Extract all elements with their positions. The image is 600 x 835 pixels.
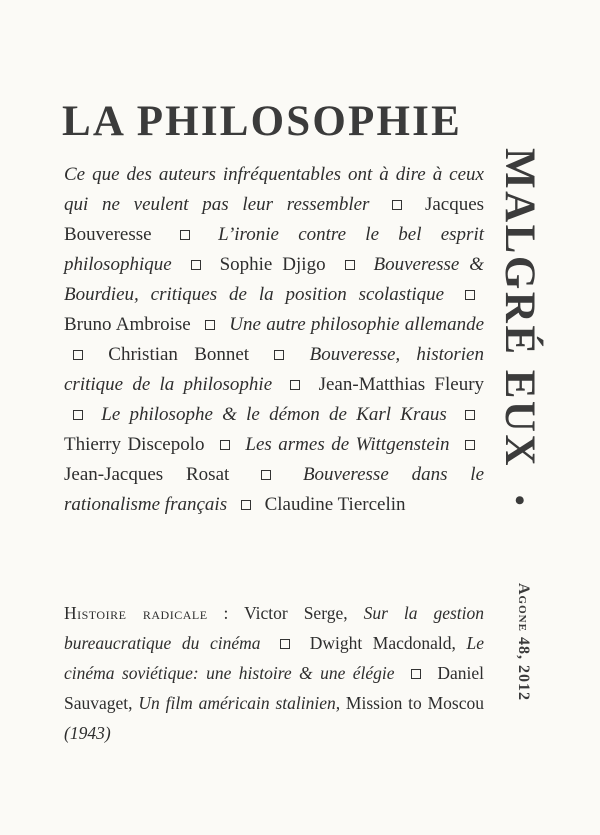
toc-author: Jacques Bouveresse <box>64 194 485 245</box>
square-separator-icon <box>465 410 475 420</box>
section-histoire-radicale: Histoire radicale : Victor Serge, Sur la gestion bureaucratique du cinéma Dwight Macdonald, Le cinéma soviétique: une histoire & une élégie Daniel Sauvaget, Un film américain stalinien, Mission to Moscou (1943) <box>64 603 485 743</box>
toc-article-title: Ce que des auteurs infréquentables ont à dire à ceux qui ne veulent pas leur ressembler <box>64 164 484 215</box>
section-colon: : <box>207 603 245 623</box>
toc-article-title: Une autre philosophie allemande <box>229 314 485 335</box>
square-separator-icon <box>220 440 230 450</box>
square-separator-icon <box>241 500 251 510</box>
section-article-title: Un film américain stalinien, <box>138 693 341 713</box>
cover-title: LA PHILOSOPHIE <box>62 98 462 145</box>
toc-author: Jean-Jacques Rosat <box>64 464 230 485</box>
toc-article-title: Bouveresse, historien critique de la philosophie <box>64 344 484 395</box>
section-author: Victor Serge <box>244 603 344 623</box>
square-separator-icon <box>205 320 215 330</box>
square-separator-icon <box>465 290 475 300</box>
toc-article-title: L’ironie contre le bel esprit philosophique <box>64 224 484 275</box>
section-author: Daniel Sauvaget <box>64 663 485 713</box>
section-article-title: Le cinéma soviétique: une histoire & une élégie <box>64 633 485 683</box>
toc-author: Claudine Tiercelin <box>264 494 406 515</box>
toc-author: Jean-Matthias Fleury <box>318 374 485 395</box>
toc-author: Sophie Djigo <box>219 254 326 275</box>
toc-article-title: Bouveresse & Bourdieu, critiques de la position scolastique <box>64 254 485 305</box>
square-separator-icon <box>290 380 300 390</box>
square-separator-icon <box>180 230 190 240</box>
subtitle-text: MALGRÉ EUX <box>496 148 543 469</box>
toc-author: Christian Bonnet <box>108 344 250 365</box>
section-label: Histoire radicale <box>64 603 208 623</box>
section-film-year: (1943) <box>64 723 111 743</box>
square-separator-icon <box>73 350 83 360</box>
toc-author: Bruno Ambroise <box>64 314 191 335</box>
square-separator-icon <box>345 260 355 270</box>
toc-article-title: Les armes de Wittgenstein <box>245 434 450 455</box>
cover-subtitle <box>498 148 541 506</box>
section-author: Dwight Macdonald <box>309 633 452 653</box>
square-separator-icon <box>465 440 475 450</box>
square-separator-icon <box>411 669 421 679</box>
toc-article-title: Le philosophe & le démon de Karl Kraus <box>101 404 447 425</box>
square-separator-icon <box>191 260 201 270</box>
square-separator-icon <box>73 410 83 420</box>
square-separator-icon <box>274 350 284 360</box>
square-separator-icon <box>280 639 290 649</box>
square-separator-icon <box>261 470 271 480</box>
square-separator-icon <box>392 200 402 210</box>
bullet-separator: • <box>503 495 536 506</box>
table-of-contents <box>64 160 484 520</box>
toc-article-title: Bouveresse dans le rationalisme français <box>64 464 485 515</box>
issue-info: Agone 48, 2012 <box>515 583 532 701</box>
section-article-title: Sur la gestion bureaucratique du cinéma <box>64 603 485 653</box>
section-film-title: Mission to Moscou <box>340 693 484 713</box>
toc-author: Thierry Discepolo <box>64 434 205 455</box>
